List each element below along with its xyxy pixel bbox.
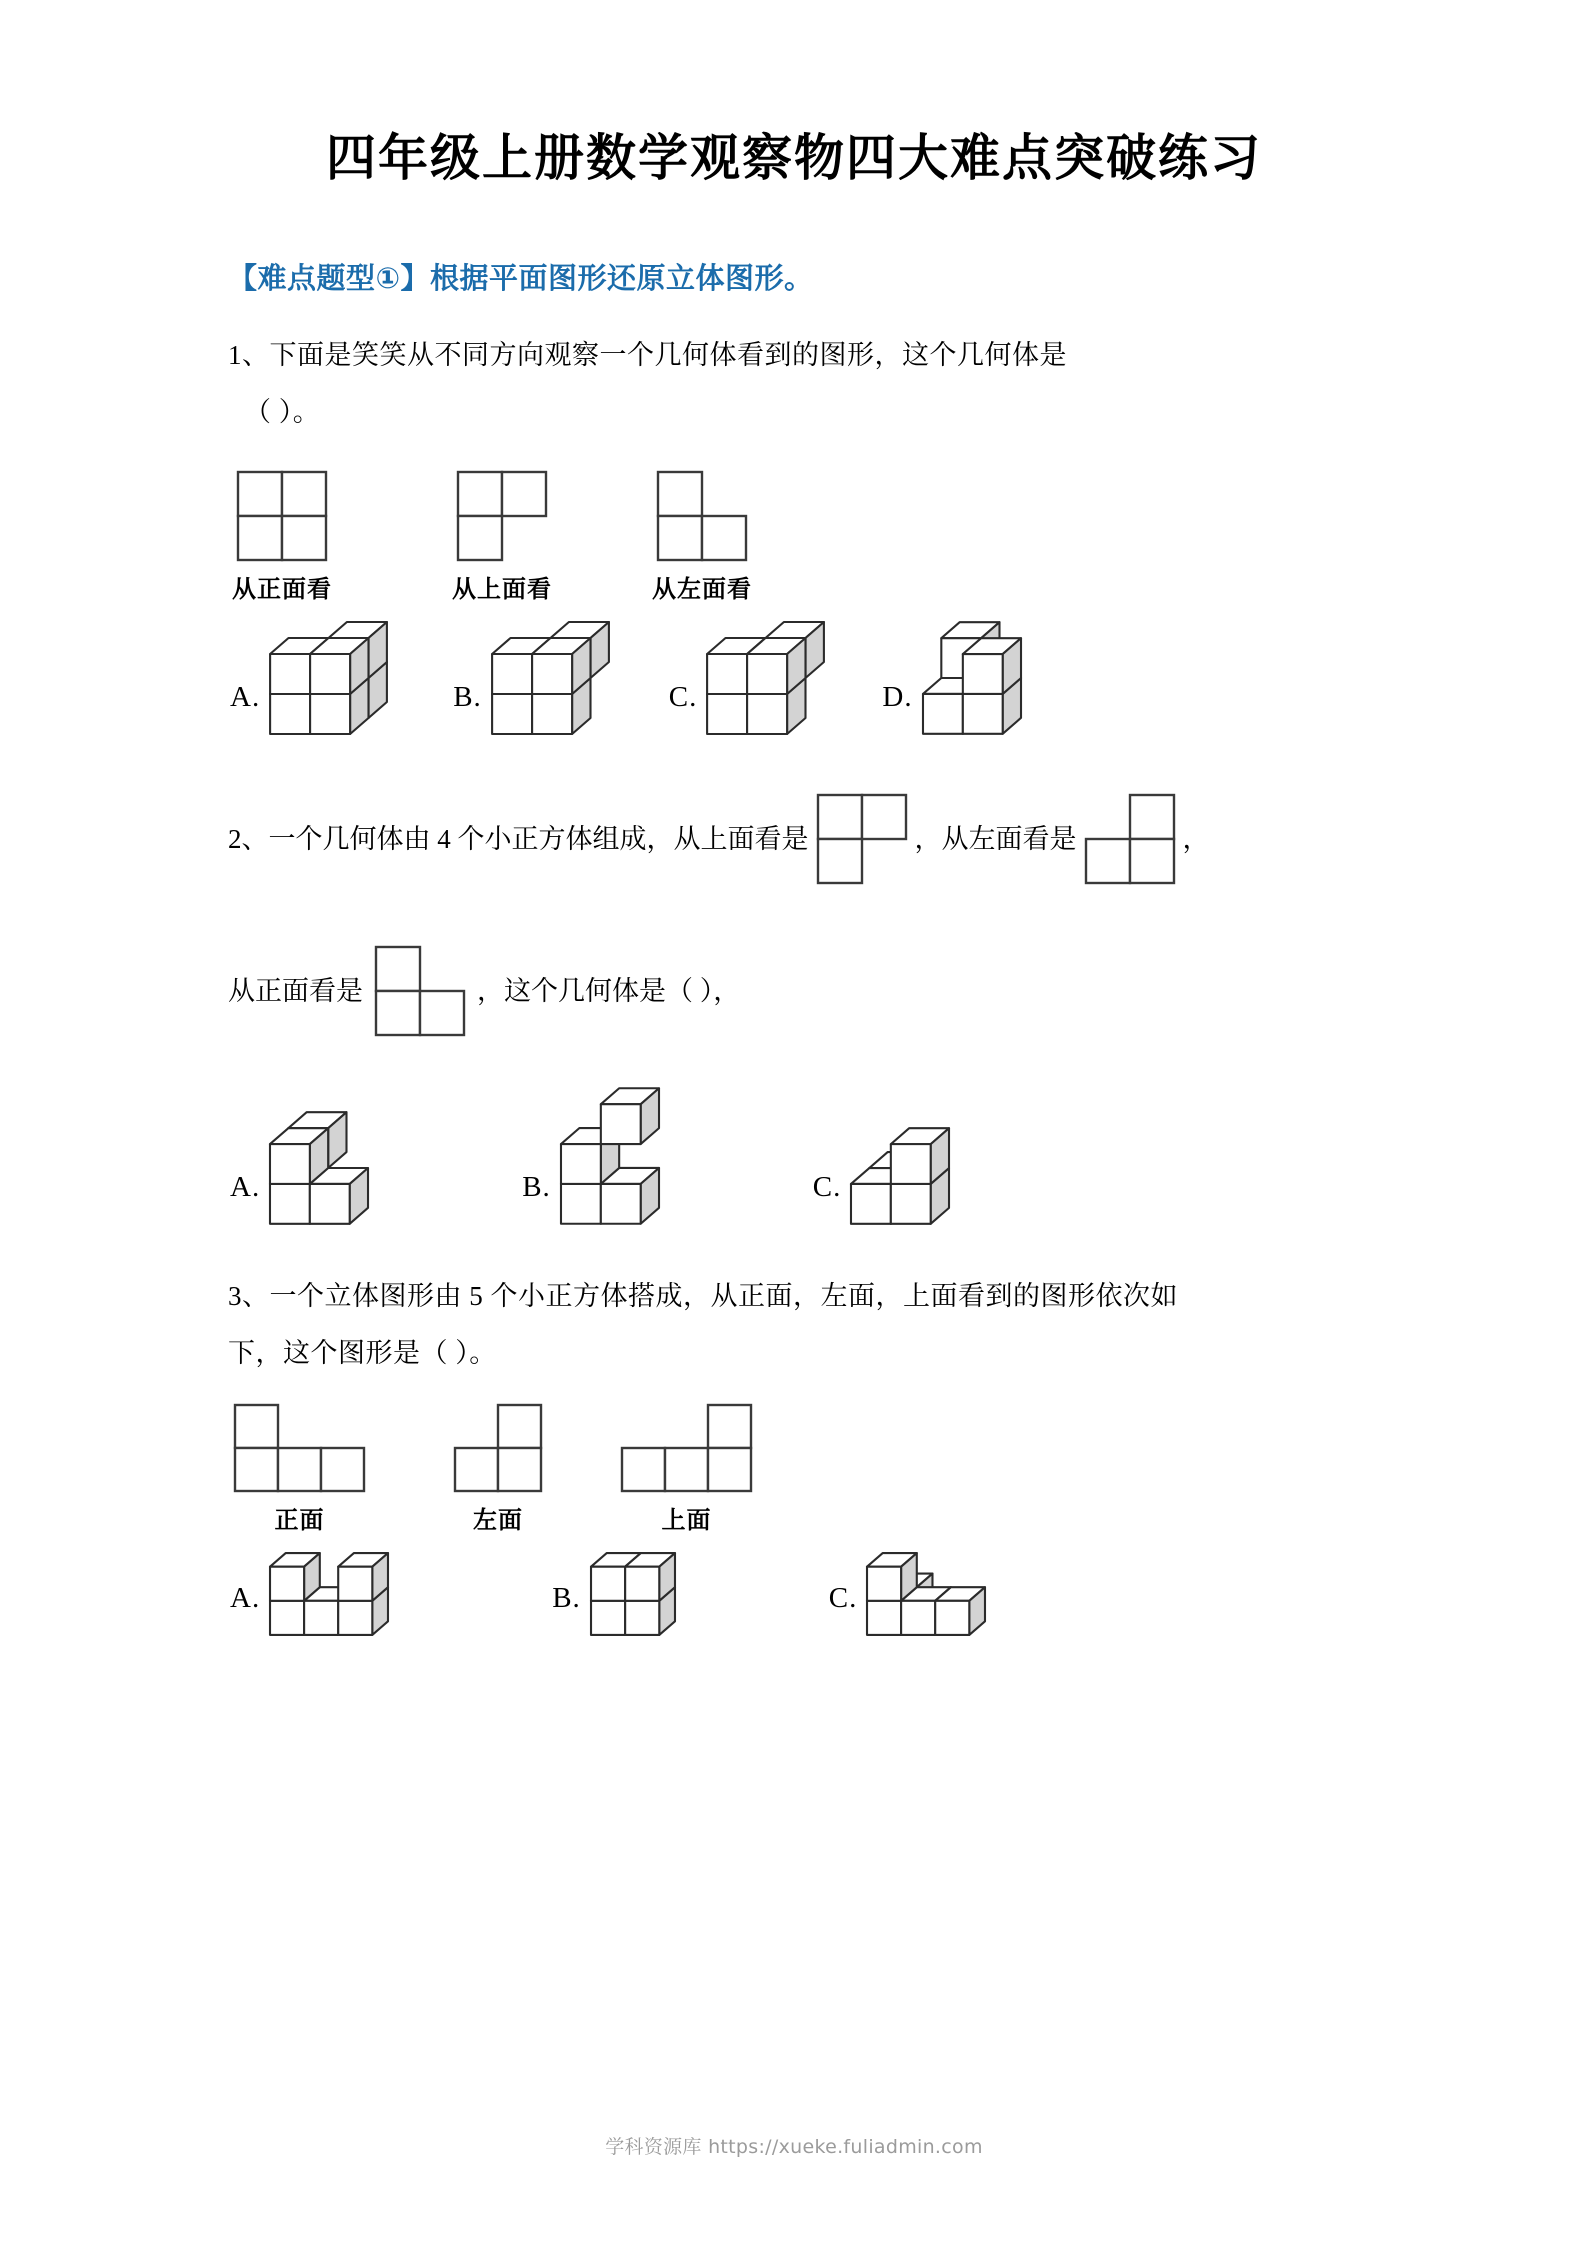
question-2-line-2 <box>228 944 1588 1038</box>
option-label: C. <box>812 1171 842 1203</box>
option-a[interactable] <box>230 1549 392 1639</box>
question-3-text <box>228 1268 1368 1382</box>
cube-stack-figure <box>587 1549 679 1639</box>
option-label: B. <box>522 1171 551 1203</box>
view-block-3 <box>619 1402 754 1535</box>
page-title: 四年级上册数学观察物四大难点突破练习 <box>326 129 1262 187</box>
option-label: A. <box>230 1582 261 1614</box>
view-caption: 正面 <box>274 1506 325 1534</box>
question-3-stem: 3、一个立体图形由 5 个小正方体搭成，从正面，左面，上面看到的图形依次如 <box>228 1281 1178 1311</box>
grid-figure <box>452 1402 544 1494</box>
option-label: A. <box>230 681 261 713</box>
option-d[interactable] <box>882 618 1024 738</box>
grid-figure <box>455 469 549 563</box>
grid-figure <box>232 1402 367 1494</box>
question-2-options <box>230 1084 1588 1228</box>
cube-stack-figure <box>266 618 391 738</box>
cube-stack-figure <box>488 618 613 738</box>
option-a[interactable] <box>230 1108 372 1228</box>
question-3-options <box>230 1549 1588 1639</box>
question-3-views <box>232 1402 1588 1535</box>
option-label: B. <box>552 1582 581 1614</box>
view-caption: 上面 <box>661 1506 712 1534</box>
view-block-2 <box>452 1402 544 1535</box>
question-2-text-part1: 2、一个几何体由 4 个小正方体组成，从上面看是 <box>228 824 809 854</box>
cube-stack-figure <box>266 1549 392 1639</box>
question-1-stem: 1、下面是笑笑从不同方向观察一个几何体看到的图形，这个几何体是 <box>228 340 1067 370</box>
option-label: C. <box>828 1582 858 1614</box>
question-2-text-part4: 从正面看是 <box>228 976 363 1006</box>
cube-stack-figure <box>847 1124 953 1228</box>
view-block-1 <box>232 1402 367 1535</box>
option-c[interactable] <box>669 618 829 738</box>
question-2-text-part2: ，从左面看是 <box>914 824 1077 854</box>
section-header: 【难点题型①】根据平面图形还原立体图形。 <box>228 261 814 295</box>
cube-stack-figure <box>266 1108 372 1228</box>
question-3-stem-2: 下，这个图形是（ ）。 <box>228 1338 497 1368</box>
option-b[interactable] <box>552 1549 679 1639</box>
option-b[interactable] <box>453 618 613 738</box>
view-caption: 从上面看 <box>452 575 552 603</box>
grid-figure <box>619 1402 754 1494</box>
view-block-3 <box>652 469 752 604</box>
grid-figure <box>235 469 329 563</box>
view-block-2 <box>452 469 552 604</box>
option-label: D. <box>882 681 913 713</box>
view-caption: 左面 <box>473 1506 523 1534</box>
grid-figure <box>655 469 749 563</box>
option-b[interactable] <box>522 1084 663 1228</box>
cube-stack-figure <box>703 618 828 738</box>
cube-stack-figure <box>919 618 1025 738</box>
view-caption: 从左面看 <box>652 575 752 603</box>
option-label: A. <box>230 1171 261 1203</box>
option-a[interactable] <box>230 618 391 738</box>
option-c[interactable] <box>829 1549 990 1639</box>
option-label: B. <box>453 681 482 713</box>
question-1-views <box>232 469 1588 604</box>
option-label: C. <box>668 681 698 713</box>
question-2-text-part5: ，这个几何体是（ ）， <box>477 976 741 1006</box>
grid-figure <box>1083 792 1177 886</box>
question-2-front-view <box>363 944 477 1038</box>
question-2-top-view <box>809 792 915 886</box>
cube-stack-figure <box>557 1084 663 1228</box>
option-c[interactable] <box>813 1124 954 1228</box>
grid-figure <box>373 944 467 1038</box>
question-1-options <box>230 618 1588 738</box>
grid-figure <box>815 792 909 886</box>
question-2-line-1 <box>228 792 1588 886</box>
question-1-text <box>228 327 1368 441</box>
view-caption: 从正面看 <box>232 575 332 603</box>
question-2-left-view <box>1077 792 1183 886</box>
view-block-1 <box>232 469 332 604</box>
question-2-text-part3: ， <box>1182 824 1210 854</box>
cube-stack-figure <box>863 1549 989 1639</box>
question-1-blank: （ ）。 <box>244 397 321 427</box>
footer-watermark: 学科资源库 https://xueke.fuliadmin.com <box>605 2136 983 2158</box>
